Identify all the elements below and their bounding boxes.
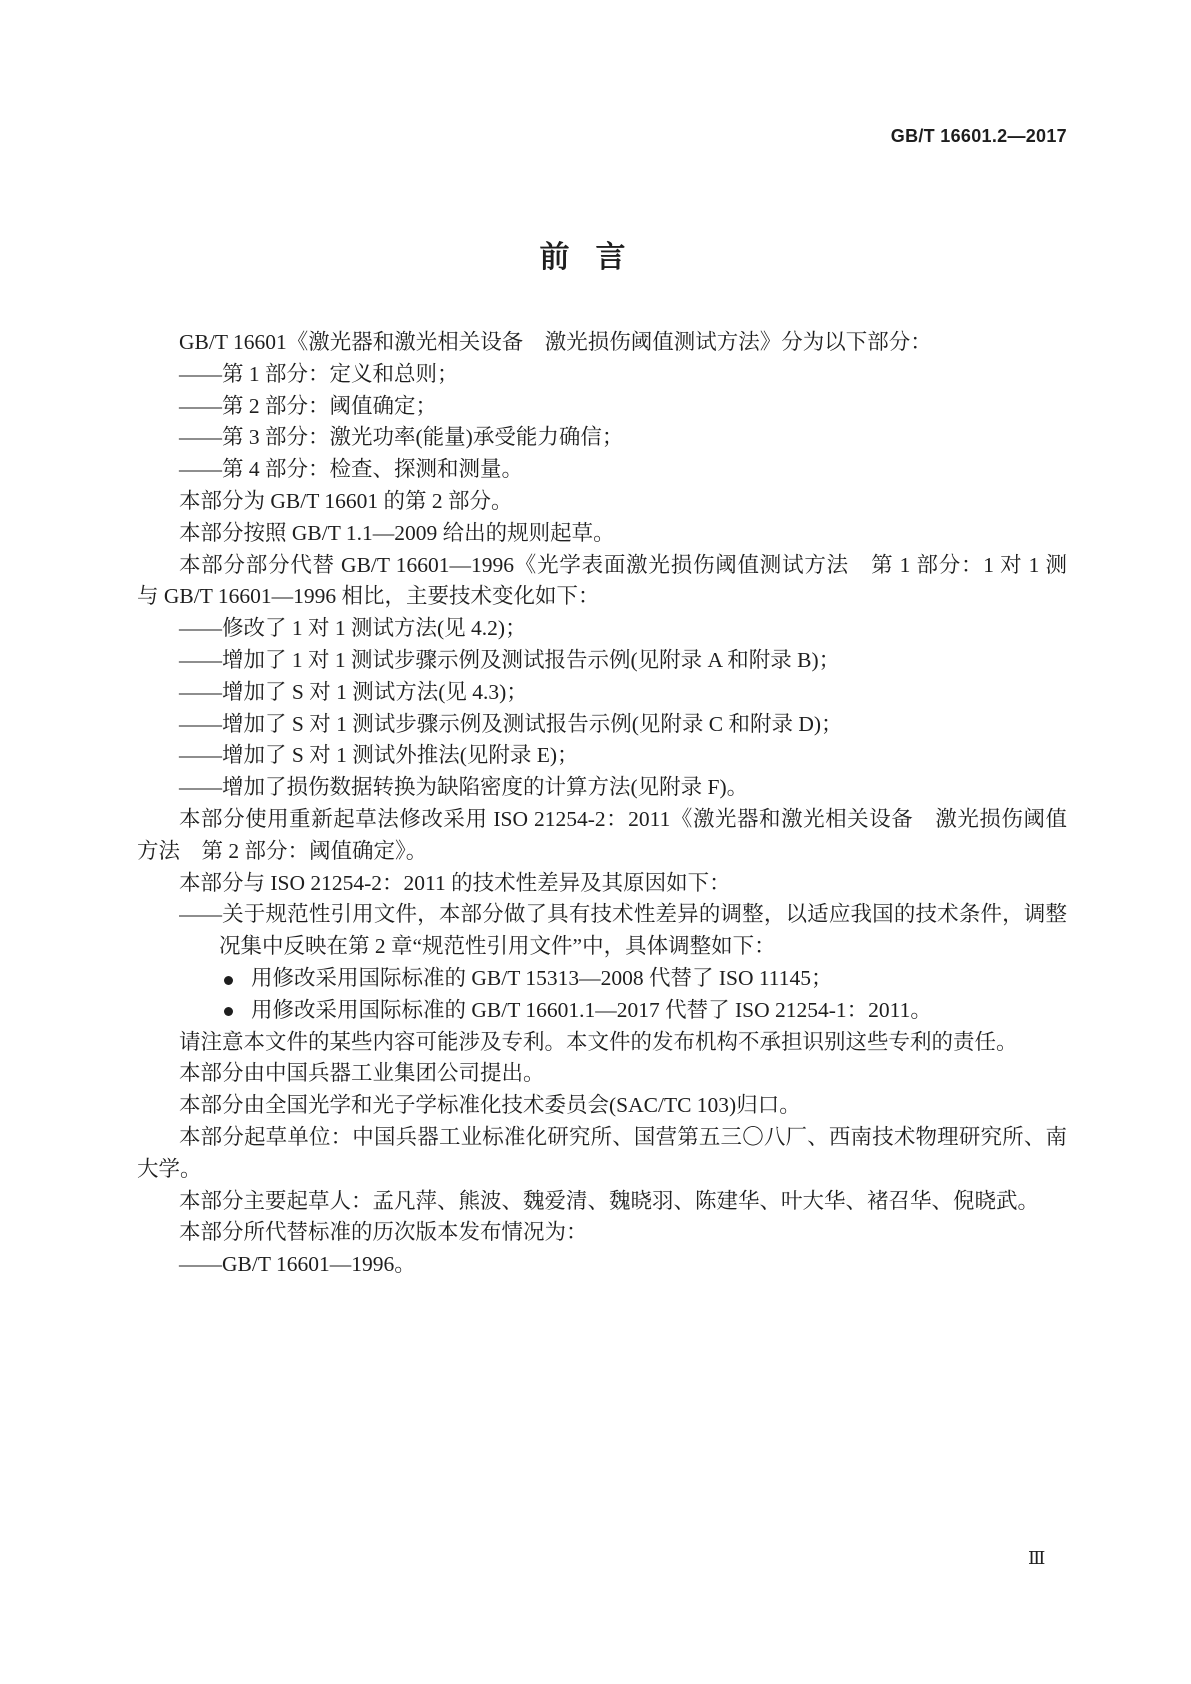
text-line	[179, 676, 528, 708]
line-text: 本部分起草单位：中国兵器工业标准化研究所、国营第五三〇八厂、西南技术物理研究所、南	[179, 1125, 1067, 1149]
line-text: 本部分由全国光学和光子学标准化技术委员会(SAC/TC 103)归口。	[179, 1093, 801, 1118]
text-line	[179, 1185, 1039, 1217]
line-text: ——第 2 部分：阈值确定；	[179, 393, 438, 418]
bullet-item	[224, 962, 833, 994]
text-line	[179, 1121, 1067, 1153]
line-text: ——关于规范性引用文件，本部分做了具有技术性差异的调整，以适应我国的技术条件，调整	[179, 902, 1067, 927]
page-title: 前言	[539, 240, 652, 275]
line-text: ——增加了 1 对 1 测试步骤示例及测试报告示例(见附录 A 和附录 B)；	[179, 648, 841, 672]
text-line	[179, 771, 748, 803]
line-text: 本部分使用重新起草法修改采用 ISO 21254-2：2011《激光器和激光相关设备 激光损伤阈值	[179, 807, 1067, 831]
line-text: ——增加了 S 对 1 测试步骤示例及测试报告示例(见附录 C 和附录 D)；	[179, 711, 843, 736]
line-text: 大学。	[137, 1156, 202, 1181]
text-line	[179, 485, 512, 517]
line-text: ——增加了损伤数据转换为缺陷密度的计算方法(见附录 F)。	[179, 775, 749, 800]
bullet-icon	[224, 1007, 233, 1016]
line-text: 本部分与 ISO 21254-2：2011 的技术性差异及其原因如下：	[179, 870, 731, 895]
line-text: 本部分由中国兵器工业集团公司提出。	[179, 1061, 545, 1086]
text-line	[179, 1216, 588, 1248]
line-text: 与 GB/T 16601—1996 相比，主要技术变化如下：	[137, 584, 600, 609]
text-line	[179, 708, 843, 740]
line-text: ——增加了 S 对 1 测试方法(见 4.3)；	[179, 679, 528, 704]
text-line	[179, 867, 731, 899]
text-line	[179, 326, 932, 358]
line-text: ——增加了 S 对 1 测试外推法(见附录 E)；	[179, 743, 579, 768]
text-line	[219, 930, 776, 962]
line-text: 况集中反映在第 2 章“规范性引用文件”中，具体调整如下：	[219, 934, 776, 959]
text-line	[179, 549, 1067, 581]
line-text: ——第 3 部分：激光功率(能量)承受能力确信；	[179, 425, 624, 450]
text-line	[179, 1248, 416, 1280]
line-text: ——第 1 部分：定义和总则；	[179, 361, 459, 386]
bullet-icon	[224, 976, 233, 985]
line-text: 请注意本文件的某些内容可能涉及专利。本文件的发布机构不承担识别这些专利的责任。	[179, 1029, 1018, 1054]
text-line	[137, 580, 599, 612]
line-text: ——GB/T 16601—1996。	[179, 1252, 416, 1277]
page-number: Ⅲ	[1028, 1548, 1046, 1568]
line-text: 本部分为 GB/T 16601 的第 2 部分。	[179, 489, 513, 513]
text-line	[179, 803, 1067, 835]
text-line	[179, 644, 840, 676]
text-line	[179, 1089, 801, 1121]
text-line	[179, 739, 579, 771]
text-line	[137, 1153, 202, 1185]
text-line	[137, 835, 427, 867]
text-line	[179, 453, 523, 485]
text-line	[179, 1026, 1018, 1058]
document-number: GB/T 16601.2—2017	[890, 126, 1067, 146]
line-text: 本部分部分代替 GB/T 16601—1996《光学表面激光损伤阈值测试方法 第 1 部分：1 对 1 测	[179, 552, 1067, 577]
line-text: ——修改了 1 对 1 测试方法(见 4.2)；	[179, 616, 527, 641]
text-line	[179, 390, 437, 422]
line-text: 用修改采用国际标准的 GB/T 16601.1—2017 代替了 ISO 21254-1：2011。	[251, 997, 932, 1022]
bullet-item	[224, 994, 932, 1026]
text-line	[179, 358, 459, 390]
text-line	[179, 612, 527, 644]
line-text: 方法 第 2 部分：阈值确定》。	[137, 838, 428, 863]
text-line	[179, 517, 615, 549]
line-text: 用修改采用国际标准的 GB/T 15313—2008 代替了 ISO 11145；	[251, 966, 833, 990]
line-text: 本部分所代替标准的历次版本发布情况为：	[179, 1220, 588, 1245]
text-line	[179, 421, 623, 453]
line-text: ——第 4 部分：检查、探测和测量。	[179, 457, 524, 482]
text-line	[179, 1057, 545, 1089]
line-text: 本部分按照 GB/T 1.1—2009 给出的规则起草。	[179, 520, 615, 545]
line-text: 本部分主要起草人：孟凡萍、熊波、魏爱清、魏晓羽、陈建华、叶大华、褚召华、倪晓武。	[179, 1188, 1040, 1213]
text-line	[179, 898, 1067, 930]
line-text: GB/T 16601《激光器和激光相关设备 激光损伤阈值测试方法》分为以下部分：	[179, 330, 932, 354]
